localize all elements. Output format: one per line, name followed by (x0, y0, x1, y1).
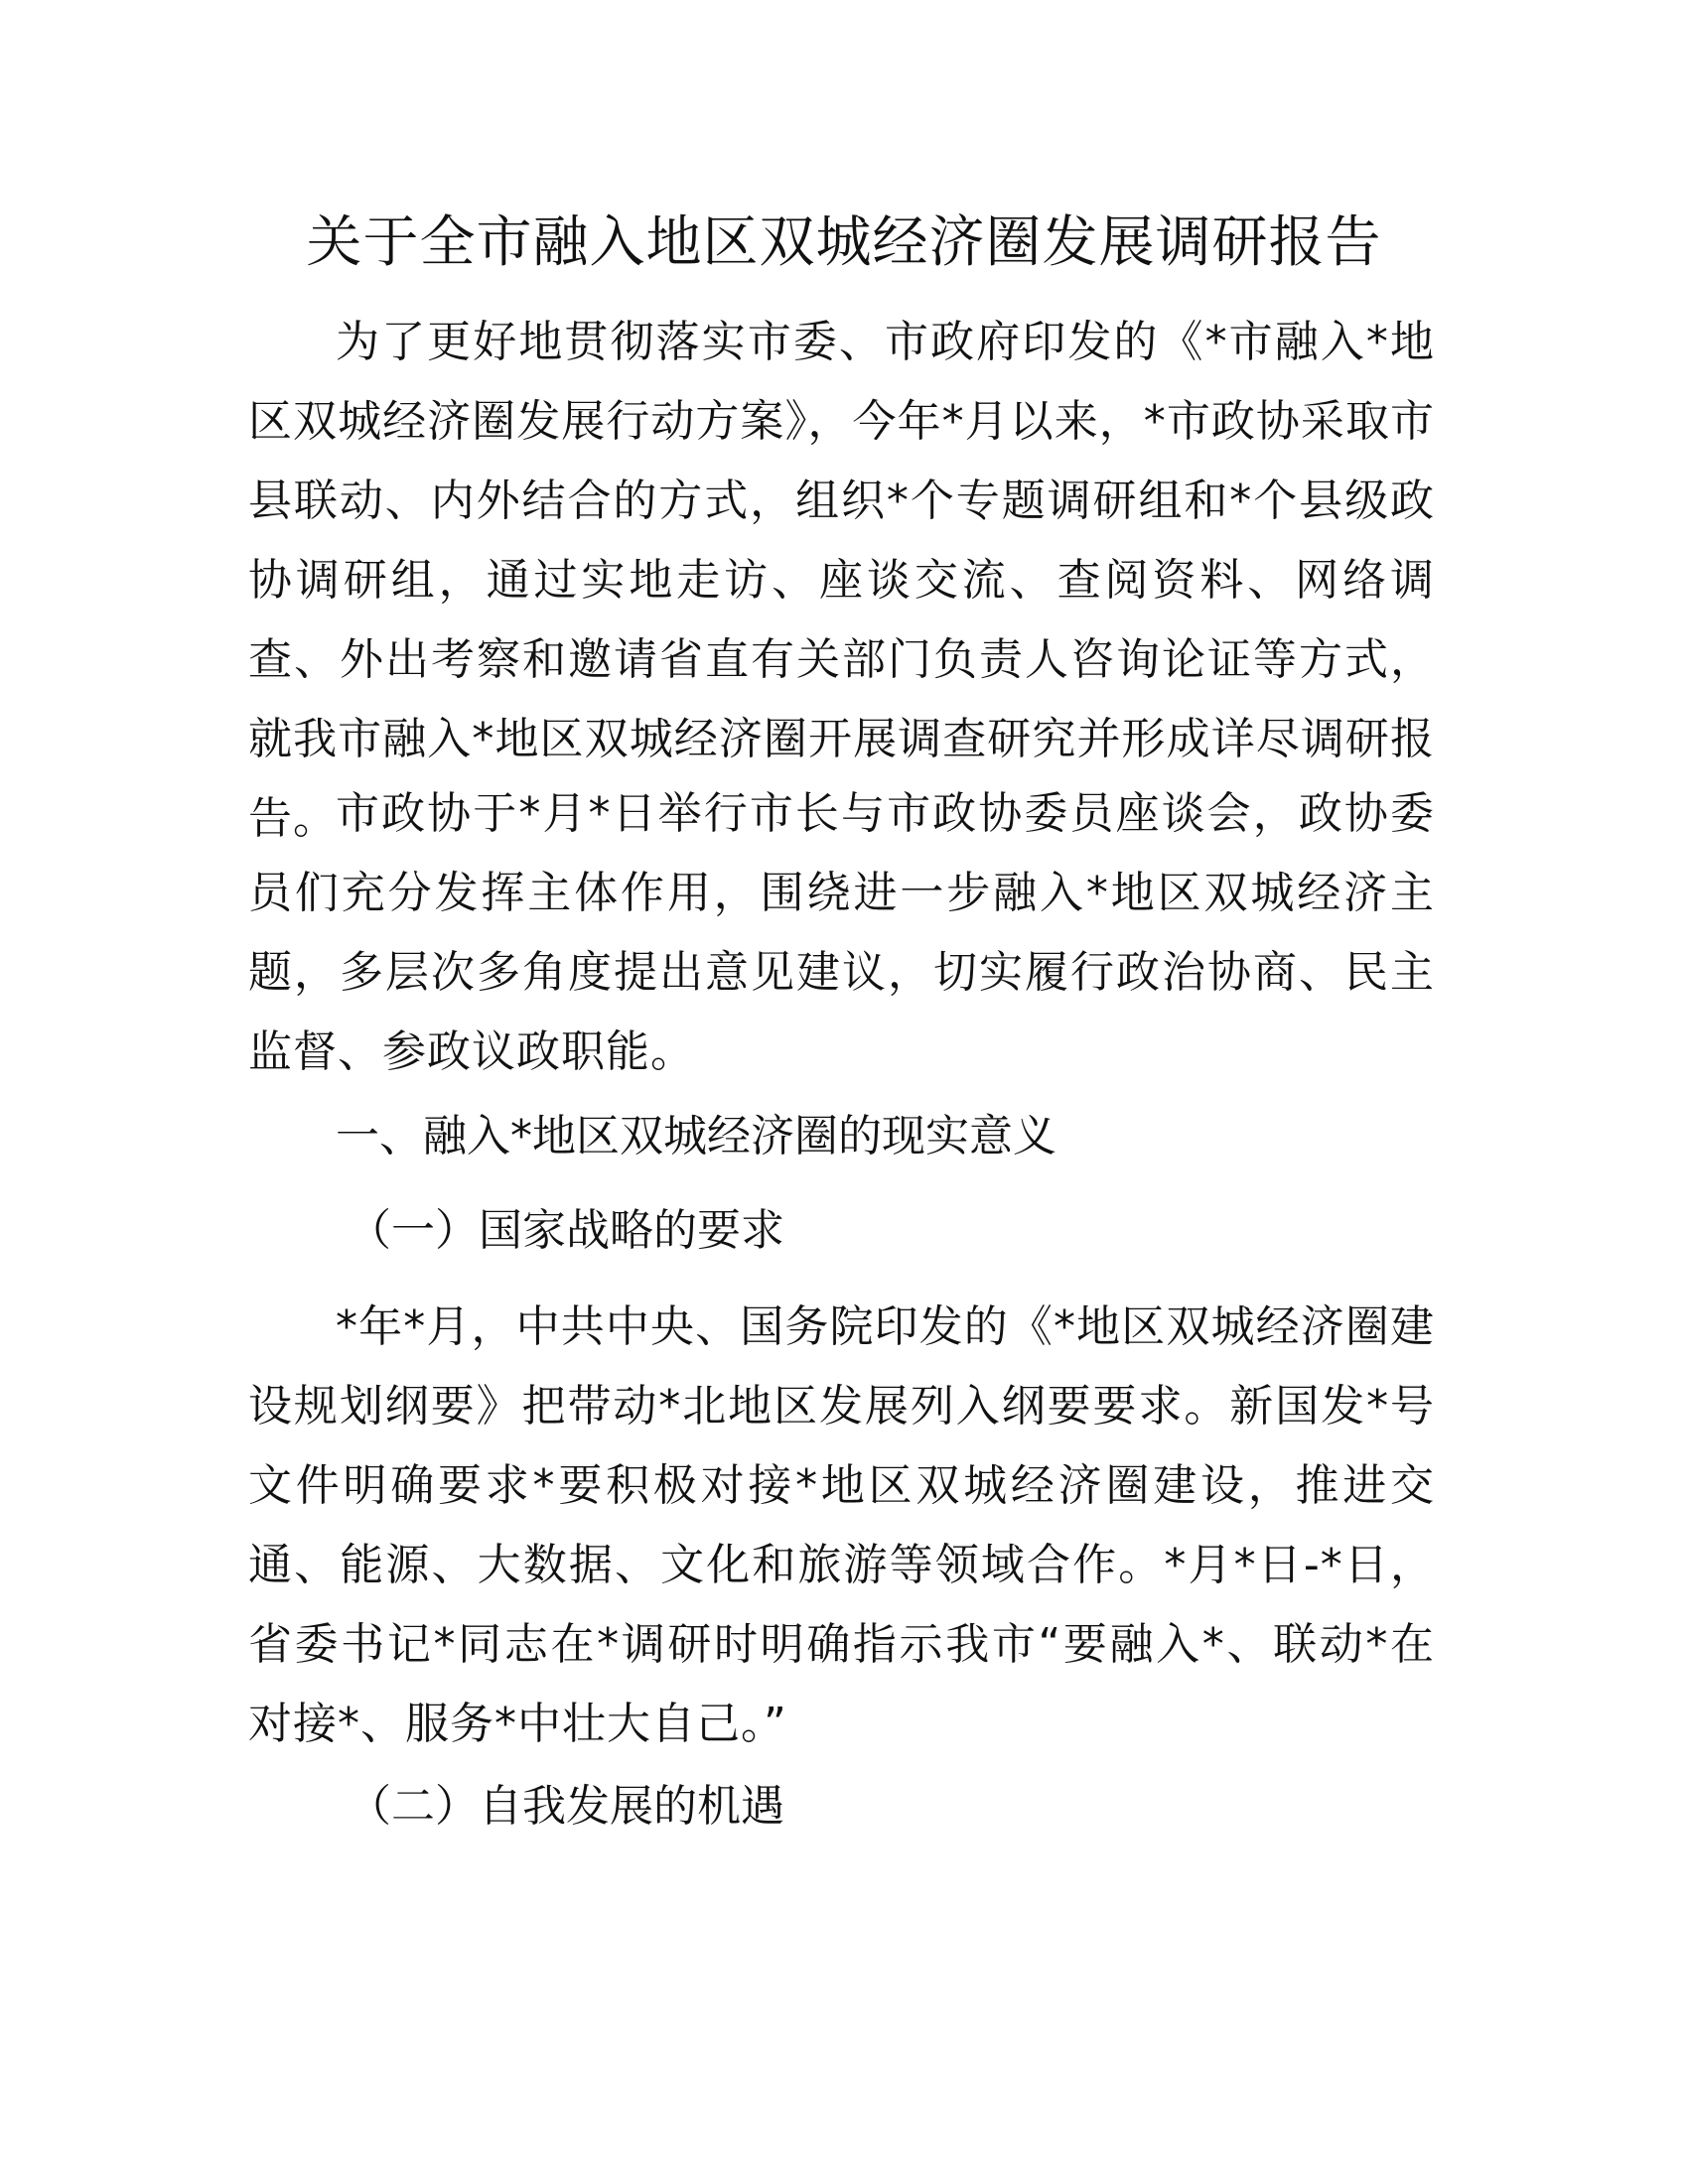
section-heading-1: 一、融入*地区双城经济圈的现实意义 (336, 1111, 1056, 1161)
paragraph-intro: 为了更好地贯彻落实市委、市政府印发的《*市融入*地区双城经济圈发展行动方案》，今年*月以来，*市政协采取市县联动、内外结合的方式，组织*个专题调研组和*个县级政协调研组，通过实地走访、座谈交流、查阅资料、网络调查、外出考察和邀请省直有关部门负责人咨询论证等方式，就我市融入*地区双城经济圈开展调查研究并形成详尽调研报告。 (248, 317, 1435, 844)
paragraph-forum: 市政协于*月*日举行市长与市政协委员座谈会，政协委员们充分发挥主体作用，围绕进一步融入*地区双城经济主题，多层次多角度提出意见建议，切实履行政治协商、民主监督、参政议政职能。 (248, 788, 1435, 1077)
paragraph-national-strategy: *年*月，中共中央、国务院印发的《*地区双城经济圈建设规划纲要》把带动*北地区发展列入纲要要求。新国发*号文件明确要求*要积极对接*地区双城经济圈建设，推进交通、能源、大数据、文化和旅游等领域合作。*月*日-*日，省委书记*同志在*调研时明确指示我市“要融入*、联动*在对接*、服务*中壮大自己。” (248, 1301, 1435, 1749)
document-title: 关于全市融入地区双城经济圈发展调研报告 (306, 210, 1382, 275)
subsection-heading-2: （二）自我发展的机遇 (348, 1781, 784, 1832)
subsection-heading-1: （一）国家战略的要求 (348, 1205, 784, 1256)
